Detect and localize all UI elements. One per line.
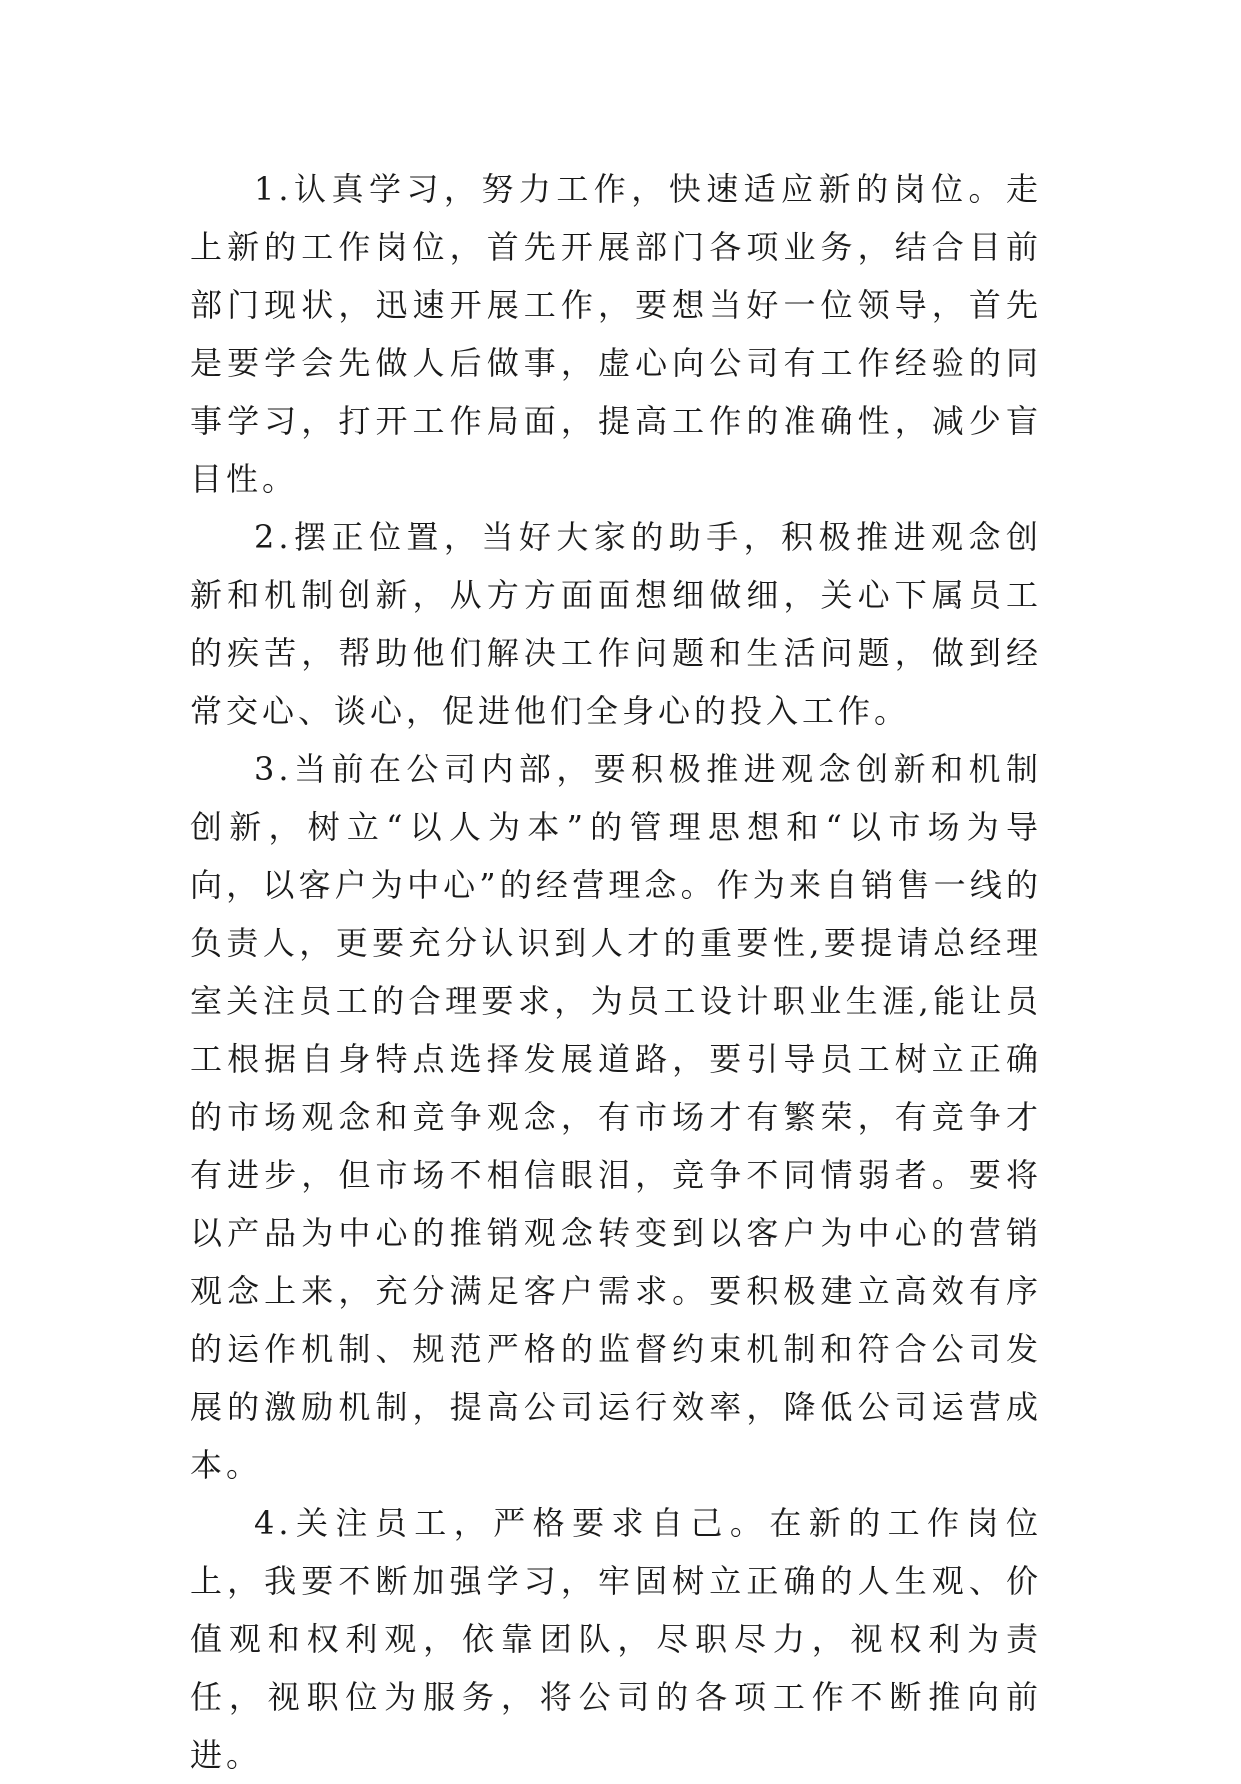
paragraph-4: 4.关注员工，严格要求自己。在新的工作岗位上，我要不断加强学习，牢固树立正确的人生观、价值观和权利观，依靠团队，尽职尽力，视权利为责任，视职位为服务，将公司的各项工作不断推向前进。 xyxy=(190,1504,1042,1774)
paragraph-3: 3.当前在公司内部，要积极推进观念创新和机制创新，树立“以人为本”的管理思想和“以市场为导向，以客户为中心”的经营理念。作为来自销售一线的负责人，更要充分认识到人才的重要性,要提请总经理室关注员工的合理要求，为员工设计职业生涯,能让员工根据自身特点选择发展道路，要引导员工树立正确的市场观念和竞争观念，有市场才有繁荣，有竞争才有进步，但市场不相信眼泪，竞争不同情弱者。要将以产品为中心的推销观念转变到以客户为中心的营销观念上来，充分满足客户需求。要积极建立高效有序的运作机制、规范严格的监督约束机制和符合公司发展的激励机制，提高公司运行效率，降低公司运营成本。 xyxy=(190,750,1042,1484)
paragraph-2: 2.摆正位置，当好大家的助手，积极推进观念创新和机制创新，从方方面面想细做细，关心下属员工的疾苦，帮助他们解决工作问题和生活问题，做到经常交心、谈心，促进他们全身心的投入工作。 xyxy=(190,518,1042,730)
document-body xyxy=(190,160,1042,1784)
paragraph-1: 1.认真学习，努力工作，快速适应新的岗位。走上新的工作岗位，首先开展部门各项业务，结合目前部门现状，迅速开展工作，要想当好一位领导，首先是要学会先做人后做事，虚心向公司有工作经验的同事学习，打开工作局面，提高工作的准确性，减少盲目性。 xyxy=(190,170,1042,498)
